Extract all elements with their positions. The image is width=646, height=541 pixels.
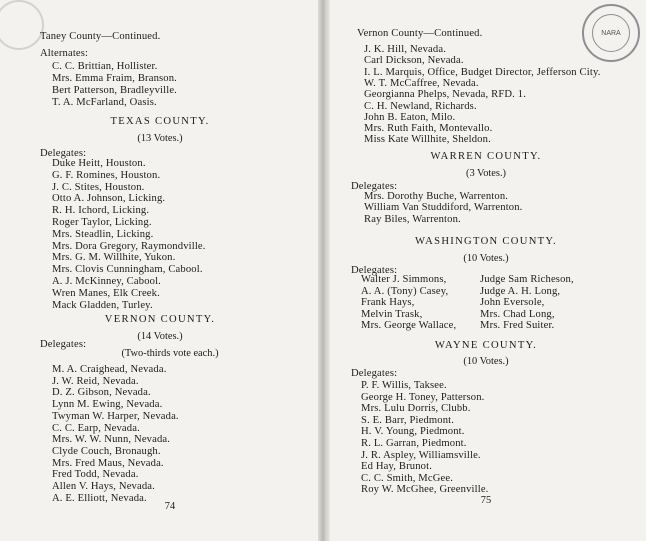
list-item: Ray Biles, Warrenton. [364, 213, 461, 225]
list-item: Melvin Trask, [361, 308, 423, 320]
list-item: Otto A. Johnson, Licking. [52, 193, 166, 205]
list-item: Mrs. G. M. Willhite, Yukon. [52, 252, 176, 264]
list-item: Allen V. Hays, Nevada. [52, 481, 155, 492]
list-item: A. J. McKinney, Cabool. [52, 276, 161, 287]
texas-votes: (13 Votes.) [137, 133, 183, 144]
left-page-number: 74 [164, 501, 176, 512]
list-item: William Van Studdiford, Warrenton. [364, 202, 523, 214]
texas-county-heading: TEXAS COUNTY. [110, 116, 210, 127]
list-item: H. V. Young, Piedmont. [361, 426, 465, 438]
right-page-number: 75 [480, 495, 492, 506]
warren-votes: (3 Votes.) [465, 168, 507, 179]
taney-alternates-label: Alternates: [40, 48, 89, 59]
list-item: Wren Manes, Elk Creek. [52, 287, 160, 299]
list-item: C. C. Earp, Nevada. [52, 422, 140, 434]
warren-delegates-label: Delegates: [351, 181, 398, 192]
list-item: John Eversole, [480, 297, 545, 308]
list-item: Mrs. George Wallace, [361, 320, 457, 331]
list-item: R. L. Garran, Piedmont. [361, 438, 467, 449]
list-item: Bert Patterson, Bradleyville. [52, 85, 177, 96]
list-item: C. C. Brittian, Hollister. [52, 61, 158, 72]
list-item: C. H. Newland, Richards. [364, 100, 477, 112]
list-item: R. H. Ichord, Licking. [52, 205, 150, 217]
list-item: Roy W. McGhee, Greenville. [361, 484, 489, 496]
list-item: Mrs. Clovis Cunningham, Cabool. [52, 264, 203, 276]
list-item: Mrs. Steadlin, Licking. [52, 228, 154, 240]
stamp-center: NARA [592, 14, 630, 52]
list-item: Mrs. Fred Maus, Nevada. [52, 457, 164, 469]
list-item: Mrs. Lulu Dorris, Clubb. [361, 403, 471, 415]
list-item: Clyde Couch, Bronaugh. [52, 445, 161, 457]
list-item: I. L. Marquis, Office, Budget Director, Jefferson City. [364, 66, 601, 78]
list-item: P. F. Willis, Taksee. [361, 380, 447, 391]
list-item: J. R. Aspley, Williamsville. [361, 449, 481, 461]
list-item: Mack Gladden, Turley. [52, 299, 153, 311]
list-item: Roger Taylor, Licking. [52, 217, 152, 228]
right-running-head: Vernon County—Continued. [357, 28, 483, 39]
left-running-head: Taney County—Continued. [40, 31, 161, 42]
list-item: C. C. Smith, McGee. [361, 472, 454, 484]
vernon-delegates-label: Delegates: [40, 339, 87, 350]
wayne-county-heading: WAYNE COUNTY. [434, 340, 538, 351]
list-item: Mrs. Emma Fraim, Branson. [52, 73, 177, 84]
list-item: Lynn M. Ewing, Nevada. [52, 399, 163, 411]
list-item: John B. Eaton, Milo. [364, 111, 456, 123]
vernon-county-heading: VERNON COUNTY. [104, 314, 216, 325]
list-item: Walter J. Simmons, [361, 274, 447, 285]
texas-delegates-label: Delegates: [40, 148, 87, 159]
list-item: Ed Hay, Brunot. [361, 461, 433, 473]
list-item: Twyman W. Harper, Nevada. [52, 410, 179, 422]
list-item: J. C. Stites, Houston. [52, 181, 145, 193]
list-item: Duke Heitt, Houston. [52, 158, 146, 169]
list-item: Mrs. Chad Long, [480, 308, 555, 320]
list-item: Georgianna Phelps, Nevada, RFD. 1. [364, 89, 527, 101]
list-item: J. W. Reid, Nevada. [52, 375, 139, 387]
washington-votes: (10 Votes.) [463, 253, 509, 264]
list-item: D. Z. Gibson, Nevada. [52, 387, 151, 399]
wayne-delegates-label: Delegates: [351, 368, 398, 379]
list-item: T. A. McFarland, Oasis. [52, 97, 157, 108]
list-item: Mrs. Dorothy Buche, Warrenton. [364, 191, 509, 202]
list-item: Miss Kate Willhite, Sheldon. [364, 134, 491, 146]
list-item: J. K. Hill, Nevada. [364, 44, 446, 55]
list-item: Judge A. H. Long, [480, 285, 561, 297]
warren-county-heading: WARREN COUNTY. [430, 151, 542, 162]
library-stamp-icon [582, 4, 640, 62]
list-item: W. T. McCaffree, Nevada. [364, 77, 479, 89]
vernon-vote-note: (Two-thirds vote each.) [121, 348, 219, 359]
list-item: A. A. (Tony) Casey, [361, 285, 449, 297]
list-item: Judge Sam Richeson, [480, 274, 574, 285]
list-item: Fred Todd, Nevada. [52, 469, 139, 481]
list-item: Mrs. Fred Suiter. [480, 320, 555, 331]
washington-county-heading: WASHINGTON COUNTY. [415, 236, 557, 247]
book-gutter [318, 0, 330, 541]
list-item: Mrs. W. W. Nunn, Nevada. [52, 434, 171, 446]
list-item: Frank Hays, [361, 297, 415, 308]
list-item: G. F. Romines, Houston. [52, 169, 161, 181]
wayne-votes: (10 Votes.) [463, 356, 509, 367]
washington-delegates-label: Delegates: [351, 265, 398, 276]
list-item: A. E. Elliott, Nevada. [52, 492, 147, 504]
list-item: George H. Toney, Patterson. [361, 391, 485, 403]
list-item: S. E. Barr, Piedmont. [361, 414, 455, 426]
list-item: Mrs. Dora Gregory, Raymondville. [52, 240, 206, 252]
list-item: M. A. Craighead, Nevada. [52, 364, 167, 375]
list-item: Carl Dickson, Nevada. [364, 55, 464, 67]
vernon-votes: (14 Votes.) [137, 331, 183, 342]
list-item: Mrs. Ruth Faith, Montevallo. [364, 123, 493, 135]
